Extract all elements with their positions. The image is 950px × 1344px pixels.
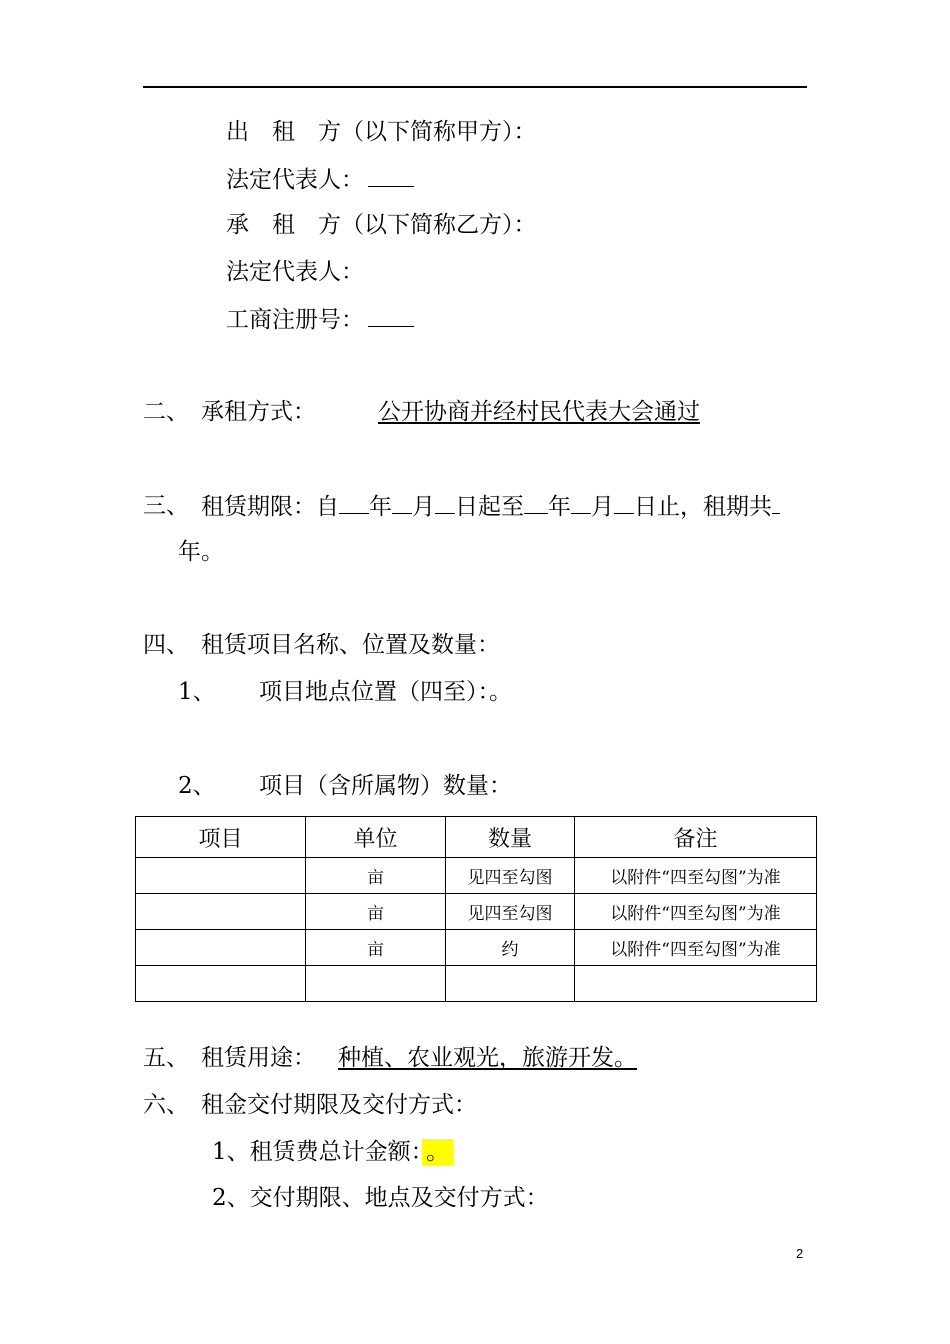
lessor-rep-blank <box>368 164 414 187</box>
section4-number: 四、 <box>143 632 189 658</box>
table-cell <box>136 858 306 894</box>
table-cell: 以附件“四至勾图”为准 <box>575 858 817 894</box>
end-month-blank <box>571 491 591 514</box>
table-cell: 约 <box>446 930 575 966</box>
lessor-rep-label: 法定代表人： <box>226 167 364 193</box>
month-text: 月 <box>412 494 435 520</box>
term-years-blank <box>772 491 780 514</box>
table-cell <box>136 930 306 966</box>
page-number: 2 <box>796 1246 804 1261</box>
item2-number: 2、 <box>178 773 216 799</box>
table-row <box>136 930 817 966</box>
header-item: 项目 <box>136 817 306 858</box>
end-day-blank <box>614 491 634 514</box>
table-cell: 以附件“四至勾图”为准 <box>575 894 817 930</box>
item1-number: 1、 <box>178 679 216 705</box>
table-header-row <box>136 817 817 858</box>
section6-item2: 2、交付期限、地点及交付方式： <box>212 1185 549 1211</box>
table-row <box>136 894 817 930</box>
item2-text: 项目（含所属物）数量： <box>259 773 512 799</box>
section6-item1 <box>212 1137 453 1167</box>
table-cell <box>136 894 306 930</box>
section6-title: 租金交付期限及交付方式： <box>201 1092 477 1118</box>
registration-label: 工商注册号： <box>226 307 364 333</box>
section6-number: 六、 <box>143 1092 189 1118</box>
section3-line <box>201 491 780 522</box>
lessor-representative <box>226 164 414 195</box>
lessee-label: 承 租 方（以下简称乙方）： <box>226 212 537 238</box>
section5-value: 种植、农业观光，旅游开发。 <box>338 1045 637 1071</box>
section3-number: 三、 <box>143 493 189 519</box>
section5-line <box>201 1043 643 1073</box>
section2-label: 承租方式： <box>201 399 316 425</box>
section5-label: 租赁用途： <box>201 1045 316 1071</box>
table-cell: 见四至勾图 <box>446 894 575 930</box>
total-amount-value: 。 <box>422 1139 453 1165</box>
start-year-blank <box>339 491 369 514</box>
header-quantity: 数量 <box>446 817 575 858</box>
table-cell <box>136 966 306 1002</box>
table-cell: 亩 <box>306 858 446 894</box>
section2-line <box>201 397 706 427</box>
table-cell: 以附件“四至勾图”为准 <box>575 930 817 966</box>
start-day-blank <box>435 491 455 514</box>
table-cell <box>306 966 446 1002</box>
total-amount-label: 1、租赁费总计金额： <box>212 1139 423 1165</box>
section2-number: 二、 <box>143 399 189 425</box>
table-cell: 见四至勾图 <box>446 858 575 894</box>
item1-text: 项目地点位置（四至）：。 <box>259 679 512 705</box>
quantity-table <box>135 816 817 1002</box>
lessee-rep-label: 法定代表人： <box>226 259 364 285</box>
month-text: 月 <box>591 494 614 520</box>
start-month-blank <box>392 491 412 514</box>
table-row <box>136 966 817 1002</box>
section5-number: 五、 <box>143 1045 189 1071</box>
header-remark: 备注 <box>575 817 817 858</box>
section4-title: 租赁项目名称、位置及数量： <box>201 632 500 658</box>
lessor-label: 出 租 方（以下简称甲方）： <box>226 119 537 145</box>
year-text: 年 <box>369 494 392 520</box>
year-text: 年 <box>548 494 571 520</box>
section3-line2: 年。 <box>178 539 224 565</box>
table-cell <box>575 966 817 1002</box>
registration-number <box>226 304 414 335</box>
table-cell <box>446 966 575 1002</box>
table-cell: 亩 <box>306 894 446 930</box>
header-rule <box>143 86 807 88</box>
end-year-blank <box>524 491 548 514</box>
registration-blank <box>368 304 414 327</box>
lease-term-label: 租赁期限：自 <box>201 494 339 520</box>
day-from-text: 日起至 <box>455 494 524 520</box>
section2-value: 公开协商并经村民代表大会通过 <box>378 399 700 425</box>
day-until-text: 日止，租期共 <box>634 494 772 520</box>
table-row <box>136 858 817 894</box>
table-cell: 亩 <box>306 930 446 966</box>
header-unit: 单位 <box>306 817 446 858</box>
